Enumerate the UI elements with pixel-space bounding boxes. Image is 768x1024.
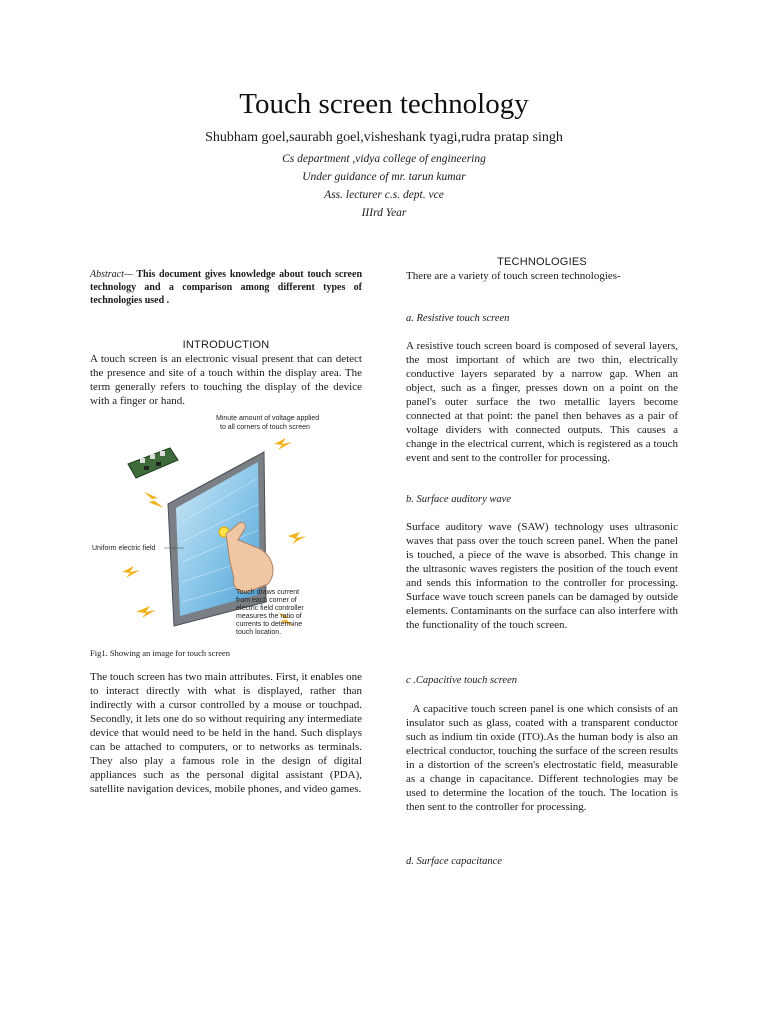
- figure-label-left: Uniform electric field: [92, 545, 156, 552]
- section-text-resistive: A resistive touch screen board is composed of several layers, the most important of which are two thin, electrically conductive layers separated by a narrow gap. When an object, such as a finger, presses down on a point on the panel's outer surface the two metallic layers become connected at that point: the panel then behaves as a pair of voltage dividers with connected outputs. This causes a change in the electrical current, which is registered as a touch event and sent to the controller for processing.: [406, 340, 678, 464]
- abstract: [90, 268, 362, 307]
- paper-authors: Shubham goel,saurabh goel,visheshank tyagi,rudra pratap singh: [205, 130, 563, 145]
- figure-label-top-2: to all corners of touch screen: [220, 424, 310, 431]
- figure-label-bottom-1: Touch draws current: [236, 589, 300, 596]
- section-title-surface-capacitance: d. Surface capacitance: [406, 856, 502, 867]
- section-text-capacitive: A capacitive touch screen panel is one which consists of an insulator such as glass, coated with a transparent conductor such as indium tin oxide (ITO).As the human body is also an electrical conductor, touching the surface of the screen results in a distortion of the screen's electrostatic field, measurable as a change in capacitance. Different technologies may be used to determine the location of the touch. The location is then sent to the controller for processing.: [406, 703, 681, 813]
- abstract-text: This document gives knowledge about touch screen technology and a comparison among different types of technologies used .: [90, 269, 362, 306]
- technologies-heading: TECHNOLOGIES: [497, 256, 587, 268]
- introduction-heading: INTRODUCTION: [182, 339, 270, 351]
- section-title-capacitive: c .Capacitive touch screen: [406, 675, 517, 686]
- figure-label-bottom-2: from each corner of: [236, 597, 297, 604]
- figure-label-bottom-4: measures the ratio of: [236, 613, 302, 620]
- touch-screen-illustration: [92, 412, 362, 644]
- affiliation-line: Cs department ,vidya college of engineering: [282, 153, 486, 165]
- section-title-resistive: a. Resistive touch screen: [406, 313, 510, 324]
- figure-caption: Fig1. Showing an image for touch screen: [90, 648, 230, 658]
- paper-title: Touch screen technology: [239, 88, 529, 120]
- figure-label-bottom-3: electric field controller: [236, 605, 304, 612]
- affiliation-line: IIIrd Year: [361, 207, 407, 219]
- section-text-saw: Surface auditory wave (SAW) technology uses ultrasonic waves that pass over the touch screen panel. When the panel is touched, a piece of the wave is absorbed. This change in the ultrasonic waves registers the position of the touch event and sends this information to the controller for processing. Surface wave touch screen panels can be damaged by outside elements. Contaminants on the surface can also interfere with the functionality of the touch screen.: [406, 521, 678, 631]
- technologies-intro: There are a variety of touch screen technologies-: [406, 270, 621, 282]
- figure-label-top-1: Minute amount of voltage applied: [216, 415, 320, 422]
- figure-label-bottom-6: touch location.: [236, 629, 282, 636]
- figure-label-bottom-5: currents to determine: [236, 621, 303, 628]
- affiliation-line: Ass. lecturer c.s. dept. vce: [324, 189, 444, 201]
- affiliation-line: Under guidance of mr. tarun kumar: [302, 171, 466, 183]
- abstract-label: Abstract—: [90, 269, 133, 280]
- section-title-saw: b. Surface auditory wave: [406, 494, 511, 505]
- controller-board: [128, 448, 178, 478]
- touch-screen-figure: [92, 412, 362, 644]
- introduction-paragraph-2: The touch screen has two main attributes. First, it enables one to interact directly with what is displayed, rather than indirectly with a cursor controlled by a mouse or touchpad. Secondly, it lets one do so without requiring any intermediate device that would need to be held in the hand. Such displays can be attached to computers, or to networks as terminals. They also play a famous role in the design of digital appliances such as the personal digital assistant (PDA), satellite navigation devices, mobile phones, and video games.: [90, 671, 362, 795]
- introduction-paragraph-1: A touch screen is an electronic visual present that can detect the presence and site of a touch within the display area. The term generally refers to touching the display of the device with a finger or hand.: [90, 353, 362, 407]
